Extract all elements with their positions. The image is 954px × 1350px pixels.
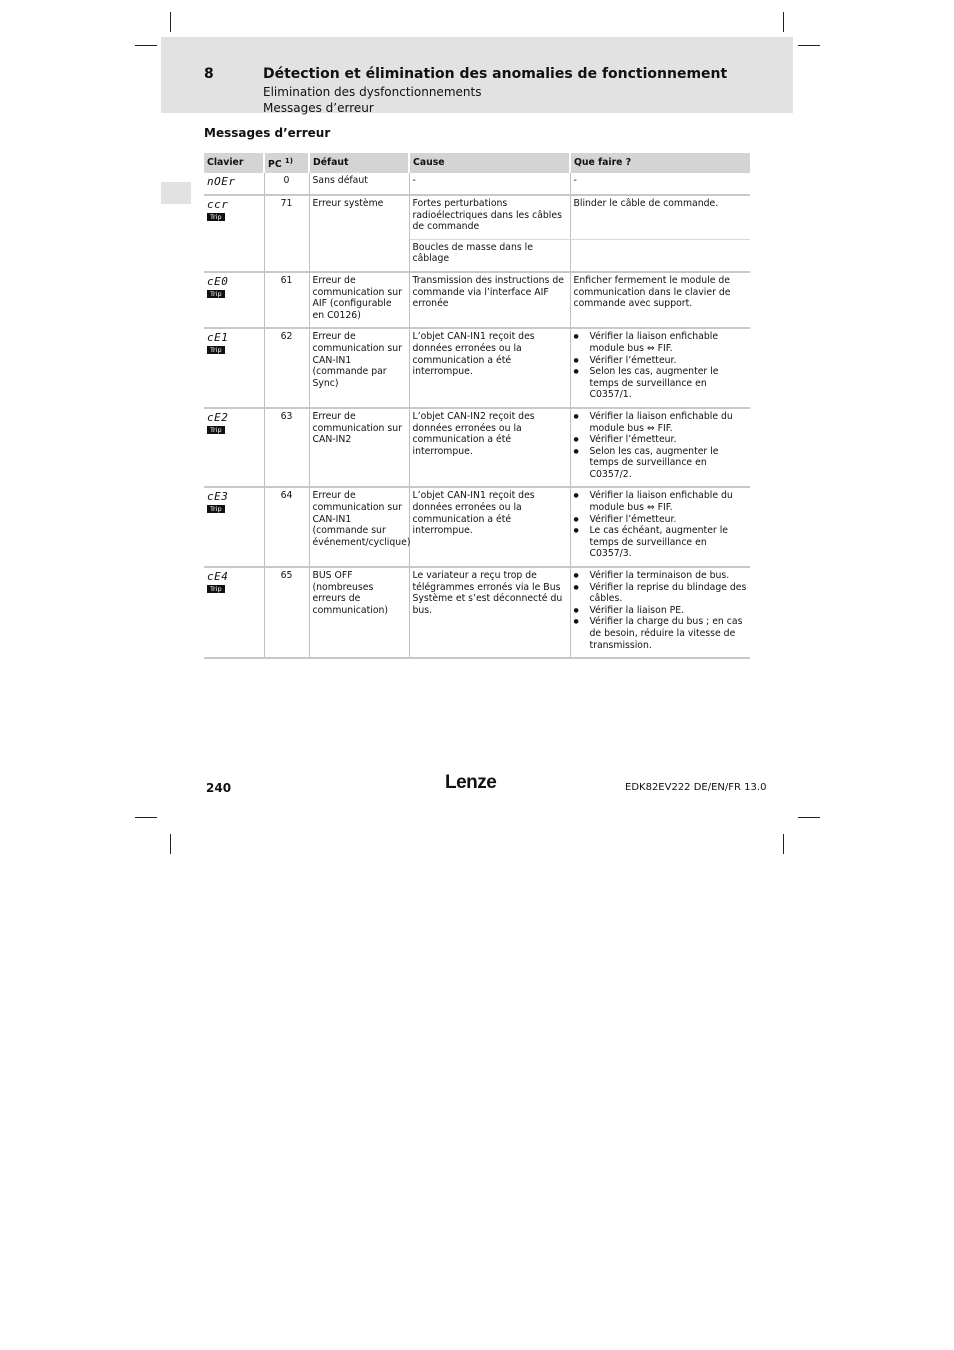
crop-mark [798, 817, 820, 818]
list-item: ● Vérifier l’émetteur. [574, 355, 748, 367]
cell-action: Blinder le câble de commande. [570, 195, 750, 239]
column-header-cause: Cause [409, 153, 570, 173]
cell-pc: 64 [264, 487, 309, 567]
page-number: 240 [206, 781, 232, 795]
crop-mark [783, 12, 784, 32]
chapter-title: Détection et élimination des anomalies de fonctionnement [263, 66, 728, 82]
cell-pc: 0 [264, 173, 309, 195]
cell-clavier [204, 272, 264, 328]
cell-action: - [570, 173, 750, 195]
cell-cause: L’objet CAN-IN1 reçoit des données erronées ou la communication a été interrompue. [409, 328, 570, 408]
cell-cause: Fortes perturbations radioélectriques dans les câbles de commande [409, 195, 570, 239]
subtitle-1: Elimination des dysfonctionnements [263, 85, 482, 99]
display-code: cE4 [207, 570, 229, 584]
list-item: ● Vérifier la liaison enfichable du module bus ⇔ FIF. [574, 490, 748, 513]
table-row [204, 173, 750, 195]
crop-mark [798, 45, 820, 46]
column-header-que-faire: Que faire ? [570, 153, 750, 173]
list-item: ● Vérifier l’émetteur. [574, 434, 748, 446]
table-row [204, 195, 750, 239]
chapter-number: 8 [204, 66, 214, 82]
list-item: ● Vérifier l’émetteur. [574, 514, 748, 526]
list-item: ● Vérifier la terminaison de bus. [574, 570, 748, 582]
pc-label: PC [268, 158, 282, 170]
cell-defaut: Erreur de communication sur CAN-IN1 (commande par Sync) [309, 328, 409, 408]
list-item: ● Selon les cas, augmenter le temps de surveillance en C0357/2. [574, 446, 748, 481]
crop-mark [135, 817, 157, 818]
table-header-row [204, 153, 750, 173]
cell-cause: Transmission des instructions de commande via l’interface AIF erronée [409, 272, 570, 328]
lenze-logo: Lenze [445, 772, 497, 793]
cell-pc: 71 [264, 195, 309, 272]
cell-clavier [204, 195, 264, 272]
action-list [574, 490, 748, 560]
trip-badge: Trip [207, 585, 225, 593]
cell-clavier [204, 408, 264, 488]
crop-mark [135, 45, 157, 46]
cell-action [570, 408, 750, 488]
display-code: cE0 [207, 274, 229, 288]
cell-cause: - [409, 173, 570, 195]
list-item: ● Le cas échéant, augmenter le temps de surveillance en C0357/3. [574, 525, 748, 560]
table-row [204, 272, 750, 328]
cell-pc: 65 [264, 567, 309, 658]
cell-defaut: Sans défaut [309, 173, 409, 195]
crop-mark [170, 834, 171, 854]
column-header-clavier: Clavier [204, 153, 264, 173]
cell-defaut: Erreur de communication sur CAN-IN2 [309, 408, 409, 488]
cell-clavier [204, 173, 264, 195]
list-item: ● Vérifier la charge du bus ; en cas de besoin, réduire la vitesse de transmission. [574, 616, 748, 651]
display-code: nOEr [207, 175, 236, 188]
trip-badge: Trip [207, 426, 225, 434]
subtitle-2: Messages d’erreur [263, 101, 374, 115]
document-reference: EDK82EV222 DE/EN/FR 13.0 [625, 782, 767, 793]
list-item: ● Vérifier la liaison enfichable module bus ⇔ FIF. [574, 331, 748, 354]
table-row [204, 567, 750, 658]
cell-defaut: Erreur système [309, 195, 409, 272]
display-code: cE1 [207, 331, 229, 345]
cell-clavier [204, 487, 264, 567]
table-row [204, 408, 750, 488]
cell-action [570, 239, 750, 272]
cell-cause: Boucles de masse dans le câblage [409, 239, 570, 272]
action-list [574, 570, 748, 651]
display-code: cE2 [207, 410, 229, 424]
cell-cause: Le variateur a reçu trop de télégrammes erronés via le Bus Système et s’est déconnecté du bus. [409, 567, 570, 658]
action-list [574, 411, 748, 481]
cell-action [570, 328, 750, 408]
list-item: ● Vérifier la liaison PE. [574, 605, 748, 617]
section-title: Messages d’erreur [204, 126, 331, 140]
cell-action [570, 487, 750, 567]
display-code: cE3 [207, 490, 229, 504]
cell-pc: 62 [264, 328, 309, 408]
cell-pc: 63 [264, 408, 309, 488]
crop-mark [170, 12, 171, 32]
trip-badge: Trip [207, 346, 225, 354]
cell-clavier [204, 567, 264, 658]
action-list [574, 331, 748, 401]
cell-cause: L’objet CAN-IN1 reçoit des données erronées ou la communication a été interrompue. [409, 487, 570, 567]
cell-pc: 61 [264, 272, 309, 328]
list-item: ● Vérifier la reprise du blindage des câbles. [574, 582, 748, 605]
error-messages-table [204, 153, 750, 659]
cell-action [570, 567, 750, 658]
column-header-defaut: Défaut [309, 153, 409, 173]
cell-action: Enficher fermement le module de communication dans le clavier de commande avec support. [570, 272, 750, 328]
list-item: ● Selon les cas, augmenter le temps de surveillance en C0357/1. [574, 366, 748, 401]
list-item: ● Vérifier la liaison enfichable du module bus ⇔ FIF. [574, 411, 748, 434]
cell-defaut: Erreur de communication sur AIF (configurable en C0126) [309, 272, 409, 328]
column-header-pc [264, 153, 309, 173]
trip-badge: Trip [207, 213, 225, 221]
side-tab [161, 182, 191, 204]
cell-defaut: Erreur de communication sur CAN-IN1 (commande sur événement/cyclique) [309, 487, 409, 567]
cell-defaut: BUS OFF (nombreuses erreurs de communication) [309, 567, 409, 658]
table-row [204, 328, 750, 408]
pc-footnote: 1) [284, 156, 293, 165]
cell-cause: L’objet CAN-IN2 reçoit des données erronées ou la communication a été interrompue. [409, 408, 570, 488]
table-row [204, 487, 750, 567]
display-code: ccr [207, 198, 229, 211]
crop-mark [783, 834, 784, 854]
trip-badge: Trip [207, 290, 225, 298]
cell-clavier [204, 328, 264, 408]
trip-badge: Trip [207, 505, 225, 513]
